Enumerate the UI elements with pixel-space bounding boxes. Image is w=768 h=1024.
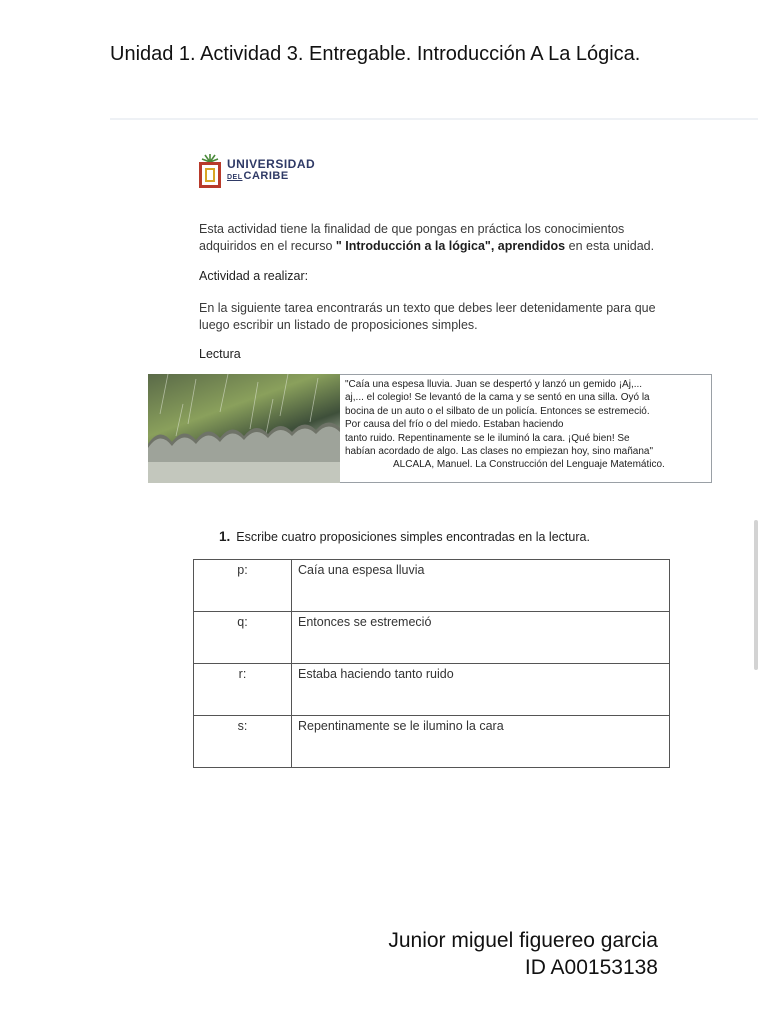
activity-paragraph: En la siguiente tarea encontrarás un texto que debes leer detenidamente para que luego escribir un listado de proposiciones simples. — [199, 301, 656, 332]
activity-heading: Actividad a realizar: — [199, 269, 309, 283]
header-divider — [110, 118, 758, 120]
quote-line: aj,... el colegio! Se levantó de la cama y se sentó en una silla. Oyó la — [345, 392, 650, 404]
quote-line: tanto ruido. Repentinamente se le iluminó la cara. ¡Qué bien! Se — [345, 432, 630, 444]
logo-emblem-icon — [199, 154, 221, 188]
rain-roof-image — [148, 374, 340, 483]
proposition-text: Repentinamente se le ilumino la cara — [292, 716, 670, 768]
proposition-text: Caía una espesa lluvia — [292, 560, 670, 612]
proposition-variable: r: — [194, 664, 292, 716]
quote-attribution: ALCALA, Manuel. La Construcción del Lenguaje Matemático. — [393, 459, 665, 471]
author-name: Junior miguel figuereo garcia — [388, 929, 658, 952]
university-logo — [199, 154, 315, 188]
proposition-variable: q: — [194, 612, 292, 664]
reading-heading: Lectura — [199, 347, 241, 361]
table-row — [194, 560, 670, 612]
reading-quote — [340, 374, 712, 483]
table-row — [194, 612, 670, 664]
logo-text-line1: UNIVERSIDAD — [227, 157, 316, 171]
proposition-text: Estaba haciendo tanto ruido — [292, 664, 670, 716]
document-title: Unidad 1. Actividad 3. Entregable. Introducción A La Lógica. — [110, 43, 641, 65]
intro-paragraph: Esta actividad tiene la finalidad de que pongas en práctica los conocimientos adquiridos en el recurso " Introducción a la lógica", aprendidos en esta unidad. — [199, 222, 655, 253]
exercise-number: 1. — [219, 529, 231, 544]
exercise-text: Escribe cuatro proposiciones simples encontradas en la lectura. — [236, 530, 590, 544]
proposition-variable: s: — [194, 716, 292, 768]
author-signature — [388, 927, 658, 981]
quote-line: bocina de un auto o el silbato de un policía. Entonces se estremeció. — [345, 405, 650, 417]
logo-text-line2: DELCARIBE — [227, 170, 289, 182]
quote-line: Por causa del frío o del miedo. Estaban haciendo — [345, 419, 564, 431]
scrollbar[interactable] — [754, 520, 758, 670]
quote-line: "Caía una espesa lluvia. Juan se despertó y lanzó un gemido ¡Aj,... — [345, 379, 643, 390]
author-id: ID A00153138 — [524, 956, 658, 979]
proposition-text: Entonces se estremeció — [292, 612, 670, 664]
proposition-variable: p: — [194, 560, 292, 612]
exercise-prompt — [219, 529, 590, 544]
quote-line: habían acordado de algo. Las clases no empiezan hoy, sino mañana" — [345, 446, 654, 458]
propositions-table — [193, 559, 670, 768]
table-row — [194, 664, 670, 716]
table-row — [194, 716, 670, 768]
